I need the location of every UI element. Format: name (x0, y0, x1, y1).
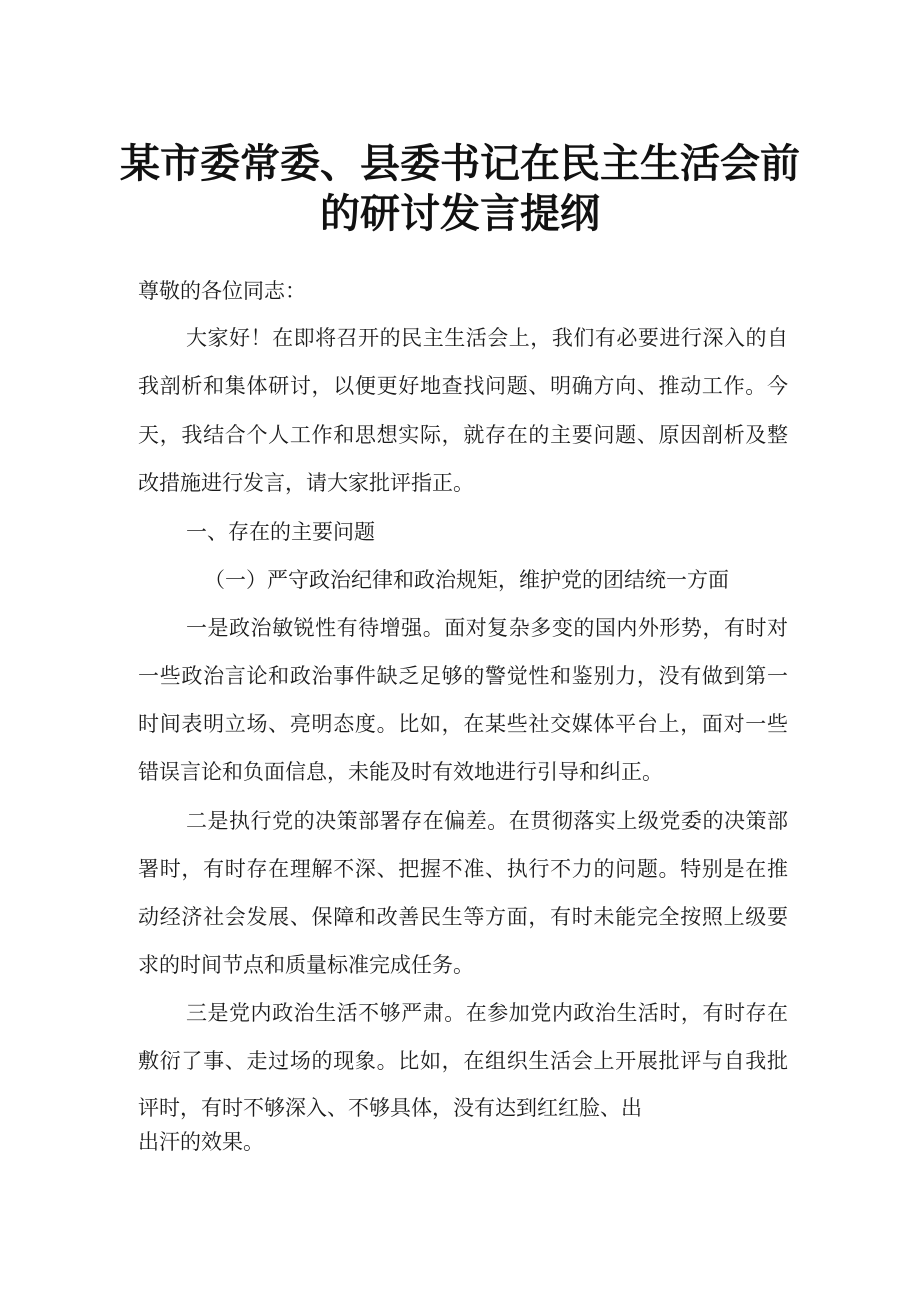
document-title-line-2: 的研讨发言提纲 (320, 191, 600, 237)
document-title-line-1: 某市委常委、县委书记在民主生活会前 (120, 141, 800, 187)
paragraph-line: 大家好！在即将召开的民主生活会上，我们有必要进行深入的自 (186, 326, 788, 350)
paragraph-line: 动经济社会发展、保障和改善民生等方面，有时未能完全按照上级要 (138, 905, 788, 929)
paragraph-line: 出汗的效果。 (138, 1130, 264, 1154)
paragraph-line: 天，我结合个人工作和思想实际，就存在的主要问题、原因剖析及整 (138, 423, 788, 447)
paragraph-line: 我剖析和集体研讨，以便更好地查找问题、明确方向、推动工作。今 (138, 374, 788, 398)
paragraph-line: 错误言论和负面信息，未能及时有效地进行引导和纠正。 (138, 760, 663, 784)
paragraph-line: 一些政治言论和政治事件缺乏足够的警觉性和鉴别力，没有做到第一 (138, 664, 788, 688)
paragraph-line: 时间表明立场、亮明态度。比如，在某些社交媒体平台上，面对一些 (138, 712, 788, 736)
paragraph-line: 改措施进行发言，请大家批评指正。 (138, 471, 474, 495)
subsection-heading: （一）严守政治纪律和政治规矩，维护党的团结统一方面 (204, 568, 729, 592)
salutation: 尊敬的各位同志： (138, 279, 306, 303)
paragraph-line: 求的时间节点和质量标准完成任务。 (138, 953, 474, 977)
paragraph-line: 敷衍了事、走过场的现象。比如，在组织生活会上开展批评与自我批 (138, 1049, 788, 1073)
section-heading: 一、存在的主要问题 (186, 520, 375, 544)
paragraph-line: 署时，有时存在理解不深、把握不准、执行不力的问题。特别是在推 (138, 857, 788, 881)
paragraph-line: 二是执行党的决策部署存在偏差。在贯彻落实上级党委的决策部 (186, 809, 788, 833)
paragraph-line: 一是政治敏锐性有待增强。面对复杂多变的国内外形势，有时对 (186, 616, 788, 640)
paragraph-line: 三是党内政治生活不够严肃。在参加党内政治生活时，有时存在 (186, 1001, 788, 1025)
paragraph-line: 评时，有时不够深入、不够具体，没有达到红红脸、出 (138, 1096, 642, 1120)
